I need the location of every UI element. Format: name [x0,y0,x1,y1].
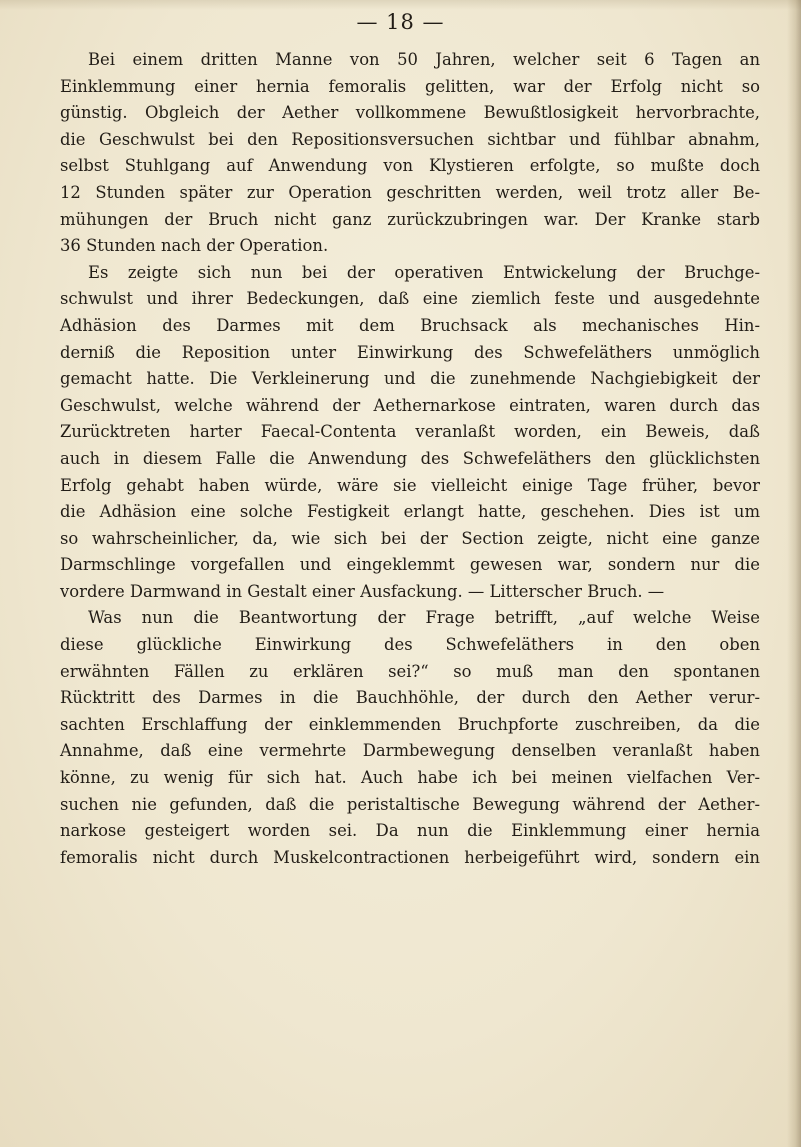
text-line: femoralis nicht durch Muskelcontractionen herbeigeführt wird, sondern ein [60,847,760,867]
text-line: Erfolg gehabt haben würde, wäre sie vielleicht einige Tage früher, bevor [60,475,760,495]
text-line: diese glückliche Einwirkung des Schwefeläthers in den oben [60,635,760,655]
text-line: könne, zu wenig für sich hat. Auch habe ich bei meinen vielfachen Ver- [60,768,760,788]
body-text [60,47,760,871]
text-line: suchen nie gefunden, daß die peristaltische Bewegung während der Aether- [60,794,760,814]
text-line: Einklemmung einer hernia femoralis gelitten, war der Erfolg nicht so [60,76,760,96]
page-binding-shadow [787,0,801,1147]
text-line: mühungen der Bruch nicht ganz zurückzubringen war. Der Kranke starb [60,209,760,229]
text-line: die Adhäsion eine solche Festigkeit erlangt hatte, geschehen. Dies ist um [60,502,760,522]
text-line: erwähnten Fällen zu erklären sei?“ so muß man den spontanen [60,661,760,681]
text-line: Es zeigte sich nun bei der operativen Entwickelung der Bruchge- [88,262,760,282]
text-line: schwulst und ihrer Bedeckungen, daß eine ziemlich feste und ausgedehnte [60,289,760,309]
text-line: Adhäsion des Darmes mit dem Bruchsack als mechanisches Hin- [60,315,760,335]
text-line: auch in diesem Falle die Anwendung des Schwefeläthers den glücklichsten [60,448,760,468]
text-line: Darmschlinge vorgefallen und eingeklemmt gewesen war, sondern nur die [60,555,760,575]
text-line: Zurücktreten harter Faecal-Contenta veranlaßt worden, ein Beweis, daß [60,422,760,442]
page-top-shadow [0,0,801,10]
text-line: günstig. Obgleich der Aether vollkommene Bewußtlosigkeit hervorbrachte, [60,103,760,123]
text-line: Was nun die Beantwortung der Frage betrifft, „auf welche Weise [88,608,760,628]
text-line: sachten Erschlaffung der einklemmenden Bruchpforte zuschreiben, da die [60,714,760,734]
text-line: so wahrscheinlicher, da, wie sich bei der Section zeigte, nicht eine ganze [60,528,760,548]
text-line: Annahme, daß eine vermehrte Darmbewegung denselben veranlaßt haben [60,741,760,761]
text-line: vordere Darmwand in Gestalt einer Ausfackung. — Litterscher Bruch. — [60,581,665,601]
text-line: 36 Stunden nach der Operation. [60,236,329,256]
text-line: selbst Stuhlgang auf Anwendung von Klystieren erfolgte, so mußte doch [60,156,760,176]
text-line: Bei einem dritten Manne von 50 Jahren, welcher seit 6 Tagen an [88,50,760,69]
text-line: narkose gesteigert worden sei. Da nun die Einklemmung einer hernia [60,821,760,841]
text-line: die Geschwulst bei den Repositionsversuchen sichtbar und fühlbar abnahm, [60,129,760,149]
text-line: Geschwulst, welche während der Aethernarkose eintraten, waren durch das [60,395,760,415]
text-line: gemacht hatte. Die Verkleinerung und die zunehmende Nachgiebigkeit der [60,369,760,389]
text-line: derniß die Reposition unter Einwirkung des Schwefeläthers unmöglich [60,342,760,362]
page-number: — 18 — [356,10,445,34]
text-line: 12 Stunden später zur Operation geschritten werden, weil trotz aller Be- [60,182,760,202]
text-line: Rücktritt des Darmes in die Bauchhöhle, der durch den Aether verur- [60,688,760,708]
